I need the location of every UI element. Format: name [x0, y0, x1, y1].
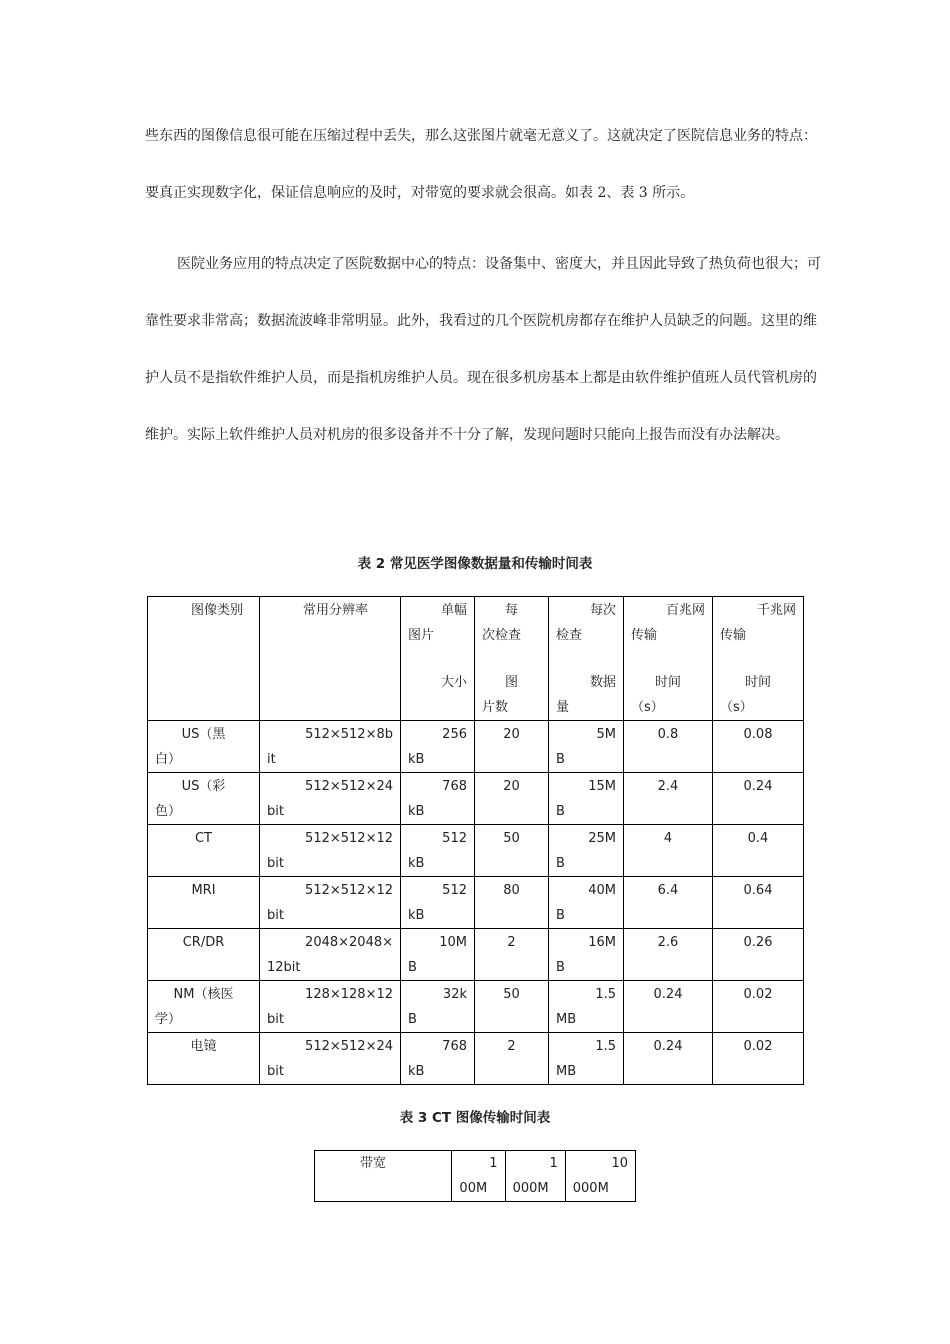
- table-row: [148, 981, 804, 1033]
- resolution-cell: 512×512×24 bit: [260, 1033, 401, 1085]
- image-count-cell: 20: [475, 773, 549, 825]
- image-count-cell: 2: [475, 1033, 549, 1085]
- data-volume-cell: 1.5 MB: [549, 1033, 624, 1085]
- table-row: [148, 825, 804, 877]
- image-size-cell: 768 kB: [401, 773, 475, 825]
- image-count-cell: 20: [475, 721, 549, 773]
- resolution-cell: 512×512×8b it: [260, 721, 401, 773]
- header-cell: 图像类别: [148, 597, 260, 721]
- image-count-cell: 50: [475, 981, 549, 1033]
- image-type-cell: 电镜: [148, 1033, 260, 1085]
- time-1000m-cell: 0.02: [713, 1033, 804, 1085]
- table-row: [148, 929, 804, 981]
- resolution-cell: 2048×2048× 12bit: [260, 929, 401, 981]
- bandwidth-label-cell: 带宽: [315, 1151, 452, 1202]
- header-cell: 每 次检查 图 片数: [475, 597, 549, 721]
- image-type-cell: CR/DR: [148, 929, 260, 981]
- image-size-cell: 256 kB: [401, 721, 475, 773]
- medical-image-table: [147, 596, 804, 1085]
- image-size-cell: 512 kB: [401, 877, 475, 929]
- time-100m-cell: 0.24: [624, 1033, 713, 1085]
- image-count-cell: 2: [475, 929, 549, 981]
- image-size-cell: 768 kB: [401, 1033, 475, 1085]
- image-type-cell: US（彩 色）: [148, 773, 260, 825]
- time-100m-cell: 6.4: [624, 877, 713, 929]
- image-count-cell: 50: [475, 825, 549, 877]
- time-100m-cell: 2.6: [624, 929, 713, 981]
- time-1000m-cell: 0.26: [713, 929, 804, 981]
- time-1000m-cell: 0.64: [713, 877, 804, 929]
- time-100m-cell: 0.8: [624, 721, 713, 773]
- image-type-cell: NM（核医 学）: [148, 981, 260, 1033]
- data-volume-cell: 1.5 MB: [549, 981, 624, 1033]
- data-volume-cell: 15M B: [549, 773, 624, 825]
- time-1000m-cell: 0.24: [713, 773, 804, 825]
- table2-caption: 表 2 常见医学图像数据量和传输时间表: [357, 556, 593, 572]
- image-size-cell: 512 kB: [401, 825, 475, 877]
- header-cell: 千兆网 传输 时间 （s）: [713, 597, 804, 721]
- table-header-row: [148, 597, 804, 721]
- time-100m-cell: 2.4: [624, 773, 713, 825]
- image-type-cell: MRI: [148, 877, 260, 929]
- image-type-cell: CT: [148, 825, 260, 877]
- image-size-cell: 32k B: [401, 981, 475, 1033]
- table3-caption: 表 3 CT 图像传输时间表: [399, 1110, 551, 1126]
- time-1000m-cell: 0.02: [713, 981, 804, 1033]
- header-cell: 百兆网 传输 时间 （s）: [624, 597, 713, 721]
- time-1000m-cell: 0.4: [713, 825, 804, 877]
- paragraph-1: 些东西的图像信息很可能在压缩过程中丢失，那么这张图片就毫无意义了。这就决定了医院信息业务的特点：要真正实现数字化，保证信息响应的及时，对带宽的要求就会很高。如表 2、表 3 所示。: [145, 128, 817, 201]
- resolution-cell: 512×512×24 bit: [260, 773, 401, 825]
- image-count-cell: 80: [475, 877, 549, 929]
- table-row: [148, 773, 804, 825]
- image-size-cell: 10M B: [401, 929, 475, 981]
- table-row: [148, 1033, 804, 1085]
- data-volume-cell: 16M B: [549, 929, 624, 981]
- resolution-cell: 512×512×12 bit: [260, 825, 401, 877]
- data-volume-cell: 40M B: [549, 877, 624, 929]
- image-type-cell: US（黑 白）: [148, 721, 260, 773]
- header-cell: 每次 检查 数据 量: [549, 597, 624, 721]
- table-row: [148, 877, 804, 929]
- bandwidth-cell: 1 00M: [452, 1151, 505, 1202]
- ct-transfer-table: [314, 1150, 636, 1202]
- bandwidth-cell: 10 000M: [565, 1151, 635, 1202]
- table-row: [315, 1151, 636, 1202]
- header-cell: 单幅 图片 大小: [401, 597, 475, 721]
- header-cell: 常用分辨率: [260, 597, 401, 721]
- resolution-cell: 512×512×12 bit: [260, 877, 401, 929]
- time-100m-cell: 4: [624, 825, 713, 877]
- time-100m-cell: 0.24: [624, 981, 713, 1033]
- data-volume-cell: 5M B: [549, 721, 624, 773]
- time-1000m-cell: 0.08: [713, 721, 804, 773]
- resolution-cell: 128×128×12 bit: [260, 981, 401, 1033]
- table-row: [148, 721, 804, 773]
- bandwidth-cell: 1 000M: [505, 1151, 565, 1202]
- paragraph-2: 医院业务应用的特点决定了医院数据中心的特点：设备集中、密度大，并且因此导致了热负荷也很大；可靠性要求非常高；数据流波峰非常明显。此外，我看过的几个医院机房都存在维护人员缺乏的问题。这里的维护人员不是指软件维护人员，而是指机房维护人员。现在很多机房基本上都是由软件维护值班人员代管机房的维护。实际上软件维护人员对机房的很多设备并不十分了解，发现问题时只能向上报告而没有办法解决。: [145, 256, 821, 443]
- data-volume-cell: 25M B: [549, 825, 624, 877]
